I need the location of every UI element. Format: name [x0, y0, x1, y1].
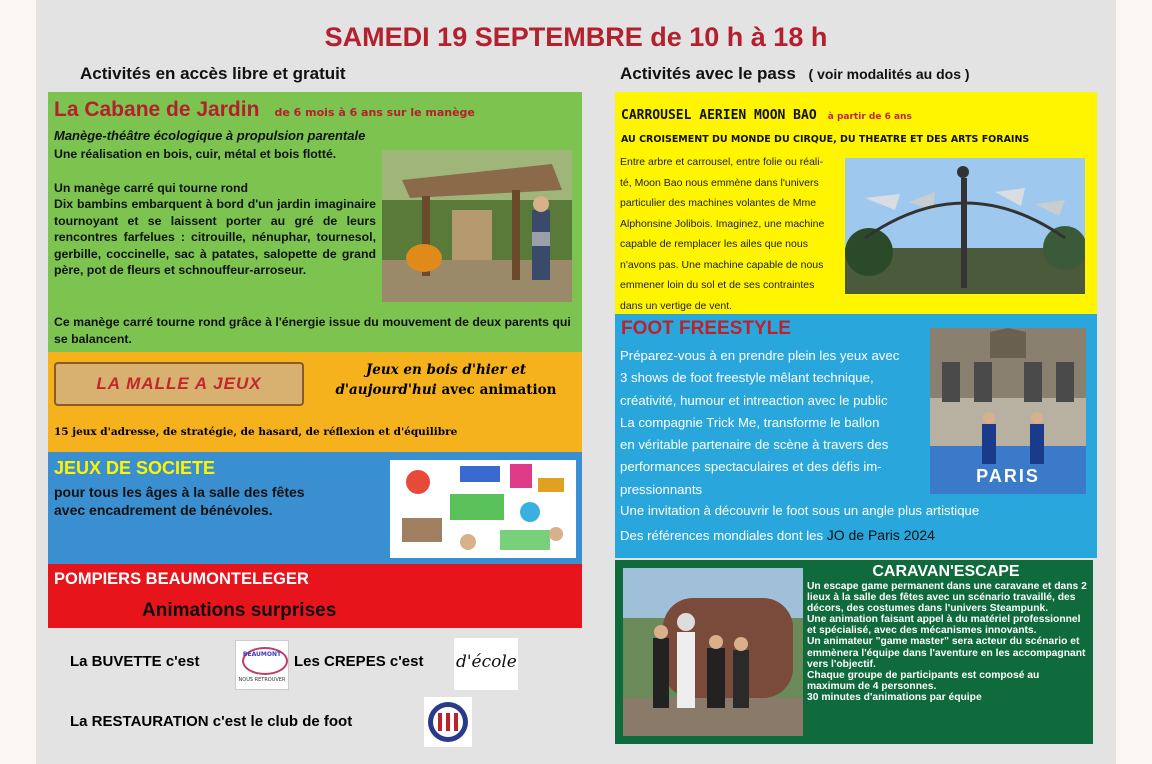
cabane-header: [54, 98, 475, 122]
foot-line: performances spectaculaires et des défis im-: [620, 459, 882, 475]
cabane-age: de 6 mois à 6 ans sur le manège: [274, 106, 475, 119]
left-column-title: Activités en accès libre et gratuit: [80, 64, 346, 83]
malle-title-line2: [316, 380, 576, 400]
crepes-label: Les CREPES c'est: [294, 653, 424, 670]
crepes-logo: [454, 638, 518, 690]
caravan-photo: [623, 568, 803, 736]
carrousel-line: emmener loin du sol et de ses contraintes: [620, 279, 815, 291]
pompiers-title: POMPIERS BEAUMONTELEGER: [54, 570, 309, 588]
pompiers-subtitle: Animations surprises: [142, 600, 337, 621]
malle-logo-text: LA MALLE A JEUX: [96, 374, 262, 393]
buvette-logo: [235, 640, 289, 690]
carrousel-age: à partir de 6 ans: [827, 112, 912, 122]
carrousel-line: Entre arbre et carrousel, entre folie ou réali-: [620, 156, 824, 168]
societe-title: JEUX DE SOCIETE: [54, 458, 216, 478]
foot-title: FOOT FREESTYLE: [621, 318, 791, 339]
carrousel-line: capable de remplacer les ailes que nous: [620, 238, 808, 250]
carrousel-photo: [845, 158, 1085, 294]
buvette-logo-text1: BEAUMONT: [242, 651, 282, 658]
cabane-section: [48, 92, 582, 352]
carrousel-text: [620, 152, 842, 314]
societe-section: [48, 452, 582, 564]
cabane-title: La Cabane de Jardin: [54, 98, 260, 121]
malle-title-line1: Jeux en bois d'hier et: [365, 362, 527, 378]
foot-line: en véritable partenaire de scène à travers des: [620, 437, 889, 453]
buvette-label: La BUVETTE c'est: [70, 653, 200, 670]
foot-line: créativité, humour et intreaction avec le public: [620, 392, 888, 408]
buvette-logo-text2: NOUS RETROUVER: [238, 677, 286, 683]
restauration-label: La RESTAURATION c'est le club de foot: [70, 713, 353, 730]
right-column-title-main: Activités avec le pass: [620, 64, 796, 83]
malle-description: 15 jeux d'adresse, de stratégie, de hasard, de réflexion et d'équilibre: [54, 426, 458, 438]
right-column-title: [620, 64, 970, 84]
foot-invite: Une invitation à découvrir le foot sous un angle plus artistique: [620, 503, 980, 518]
foot-references: [620, 527, 935, 543]
foot-section: [615, 314, 1097, 558]
page-title: SAMEDI 19 SEPTEMBRE de 10 h à 18 h: [324, 22, 828, 52]
foot-photo-banner: PARIS: [976, 466, 1040, 486]
club-foot-logo: [424, 697, 472, 747]
right-column-note: ( voir modalités au dos ): [808, 66, 970, 82]
societe-illustration: [390, 460, 576, 558]
cabane-line1: Une réalisation en bois, cuir, métal et bois flotté.: [54, 147, 337, 161]
malle-title-line2a: d'aujourd'hui: [335, 382, 437, 398]
carrousel-line: n'avons pas. Une machine capable de nous: [620, 258, 824, 271]
carrousel-section: [615, 92, 1097, 314]
crepes-logo-text: d'école: [456, 652, 517, 672]
malle-section: [48, 352, 582, 452]
societe-line1: pour tous les âges à la salle des fêtes: [54, 484, 305, 500]
carrousel-title: CARROUSEL AERIEN MOON BAO: [621, 108, 817, 123]
foot-line: 3 shows de foot freestyle mêlant technique,: [620, 370, 874, 386]
carrousel-line: particulier des machines volantes de Mme: [620, 197, 817, 209]
cabane-line2: Un manège carré qui tourne rond: [54, 181, 249, 195]
foot-line: La compagnie Trick Me, transforme le ballon: [620, 414, 880, 430]
caravan-title: CARAVAN'ESCAPE: [872, 563, 1020, 580]
cabane-paragraph2: Ce manège carré tourne rond grâce à l'énergie issue du mouvement de deux parents qui se balancent.: [54, 315, 571, 346]
cabane-paragraph: Dix bambins embarquent à bord d'un jardin imaginaire tournoyant et se laissent porter au gré de leurs rencontres farfelues : citrouille, nénuphar, tournesol, gerbille, coccinelle, sac à patates, salopette de grand père, pot de fleurs et schnouffeur-arroseur.: [54, 197, 376, 278]
carrousel-line: té, Moon Bao nous emmène dans l'univers: [620, 176, 819, 189]
cabane-photo: [382, 150, 572, 302]
carrousel-subtitle: AU CROISEMENT DU MONDE DU CIRQUE, DU THEATRE ET DES ARTS FORAINS: [621, 134, 1030, 145]
foot-line: Préparez-vous à en prendre plein les yeux avec: [620, 348, 900, 363]
societe-line2: avec encadrement de bénévoles.: [54, 502, 273, 518]
caravan-text: Un escape game permanent dans une caravane et dans 2 lieux à la salle des fêtes avec un scénario travaillé, des décors, des costumes dans l'univers Steampunk. Une animation faisant appel à du matériel professionnel et spécialisé, avec des mécanismes innovants. Un animateur "game master" sera acteur du scénario et emmènera l'équipe dans l'aventure en les accompagnant vers l'objectif. Chaque groupe de participants est composé au maximum de 4 personnes. 30 minutes d'animations par équipe: [807, 581, 1087, 703]
foot-text: [620, 345, 930, 501]
foot-photo: [930, 328, 1086, 494]
foot-refs-highlight: JO de Paris 2024: [826, 527, 935, 543]
carrousel-line: Alphonsine Jolibois. Imaginez, une machine: [620, 217, 825, 230]
caravan-section: [615, 560, 1093, 744]
malle-title-line2b: avec animation: [436, 382, 557, 398]
foot-line: pressionnants: [620, 481, 703, 497]
foot-refs-text: Des références mondiales dont les: [620, 528, 827, 543]
carrousel-line: dans un vertige de vent.: [620, 299, 733, 312]
carrousel-header: [621, 104, 912, 123]
malle-title: [316, 360, 576, 400]
malle-logo: [54, 362, 304, 406]
pompiers-section: [48, 564, 582, 628]
cabane-subtitle: Manège-théâtre écologique à propulsion parentale: [54, 128, 366, 143]
